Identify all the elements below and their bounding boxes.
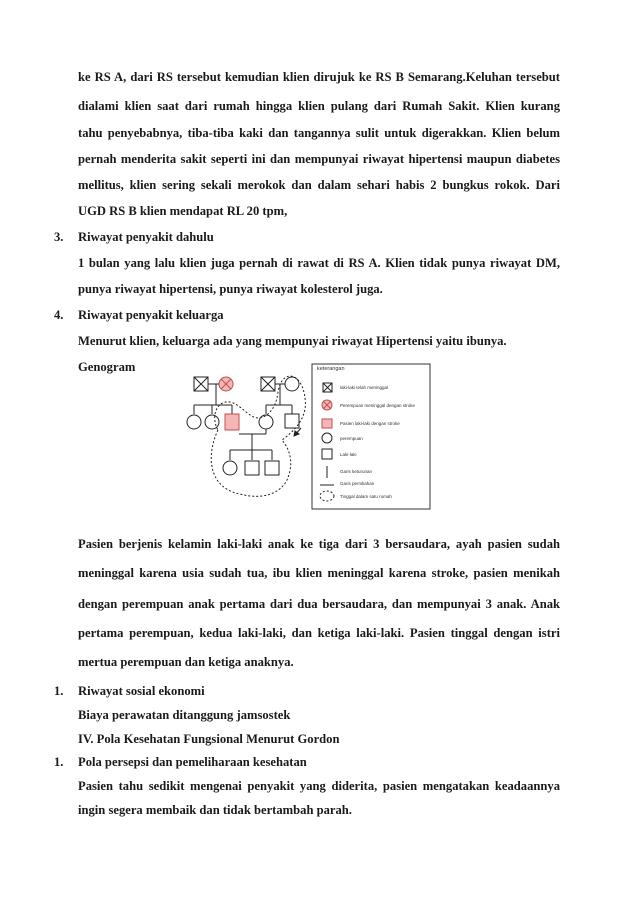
section4-number: 4. [54,308,64,322]
legend-item-2: Perempuan meninggal dengan stroke [340,403,416,408]
sibling-female-icon [187,415,201,429]
section4-heading: Riwayat penyakit keluarga [78,308,224,322]
paragraph1-line-3: tahu penyebabnya, tiba-tiba kaki dan tangannya sulit untuk digerakkan. Klien belum [78,126,560,140]
paragraph2-line-3: dengan perempuan anak pertama dari dua bersaudara, dan mempunyai 3 anak. Anak [78,597,560,611]
sosial-number: 1. [54,684,64,698]
paragraph1-line-2: dialami klien saat dari rumah hingga klien pulang dari Rumah Sakit. Klien kurang [78,99,560,113]
section4-line-1: Menurut klien, keluarga ada yang mempunyai riwayat Hipertensi yaitu ibunya. [78,334,507,348]
legend-title: keterangan [317,366,345,372]
section3-line-1: 1 bulan yang lalu klien juga pernah di rawat di RS A. Klien tidak punya riwayat DM, [78,256,560,270]
legend-patient-icon [322,419,332,428]
household-boundary [211,376,305,496]
section3-line-2: punya riwayat hipertensi, punya riwayat kolesterol juga. [78,282,383,296]
legend-male-icon [322,449,332,459]
section3-heading: Riwayat penyakit dahulu [78,230,214,244]
paragraph2-line-2: meninggal karena usia sudah tua, ibu klien meninggal karena stroke, pasien menikah [78,566,560,580]
wife-sibling-icon [285,414,299,428]
legend-item-5: Laki-laki [340,452,357,457]
persepsi-number: 1. [54,755,64,769]
legend-item-6: Garis keturunan [340,469,373,474]
sibling-female-icon [205,415,219,429]
legend-item-1: laki-laki telah meninggal [340,385,389,390]
gordon-heading: IV. Pola Kesehatan Fungsional Menurut Gordon [78,732,340,746]
legend-item-3: Pasien laki-laki dengan stroke [340,421,400,426]
paragraph1-line-6: UGD RS B klien mendapat RL 20 tpm, [78,204,288,218]
persepsi-heading: Pola persepsi dan pemeliharaan kesehatan [78,755,307,769]
sosial-line-1: Biaya perawatan ditanggung jamsostek [78,708,291,722]
paragraph1-line-4: pernah menderita sakit seperti ini dan mempunyai riwayat hipertensi maupun diabetes [78,152,560,166]
paragraph2-line-4: pertama perempuan, kedua laki-laki, dan ketiga laki-laki. Pasien tinggal dengan istri [78,626,560,640]
child-male-icon [265,461,279,475]
paragraph1-line-1: ke RS A, dari RS tersebut kemudian klien dirujuk ke RS B Semarang.Keluhan tersebut [78,70,560,84]
sosial-heading: Riwayat sosial ekonomi [78,684,205,698]
paragraph1-line-5: mellitus, klien sering sekali merokok dan dalam sehari habis 2 bungkus rokok. Dari [78,178,560,192]
child-male-icon [245,461,259,475]
persepsi-line-1: Pasien tahu sedikit mengenai penyakit yang diderita, pasien mengatakan keadaannya [78,779,560,793]
paragraph2-line-5: mertua perempuan dan ketiga anaknya. [78,655,294,669]
paragraph2-line-1: Pasien berjenis kelamin laki-laki anak ke tiga dari 3 bersaudara, ayah pasien sudah [78,537,560,551]
wife-mother-icon [285,377,299,391]
section3-number: 3. [54,230,64,244]
legend-item-7: Garis pernikahan [340,481,375,486]
persepsi-line-2: ingin segera membaik dan tidak bertambah parah. [78,803,352,817]
legend-female-icon [322,433,332,443]
legend-item-4: perempuan [340,436,363,441]
child-female-icon [223,461,237,475]
patient-stroke-icon [225,414,239,430]
legend-item-8: Tinggal dalam satu rumah [340,494,392,499]
genogram-label: Genogram [78,360,136,374]
